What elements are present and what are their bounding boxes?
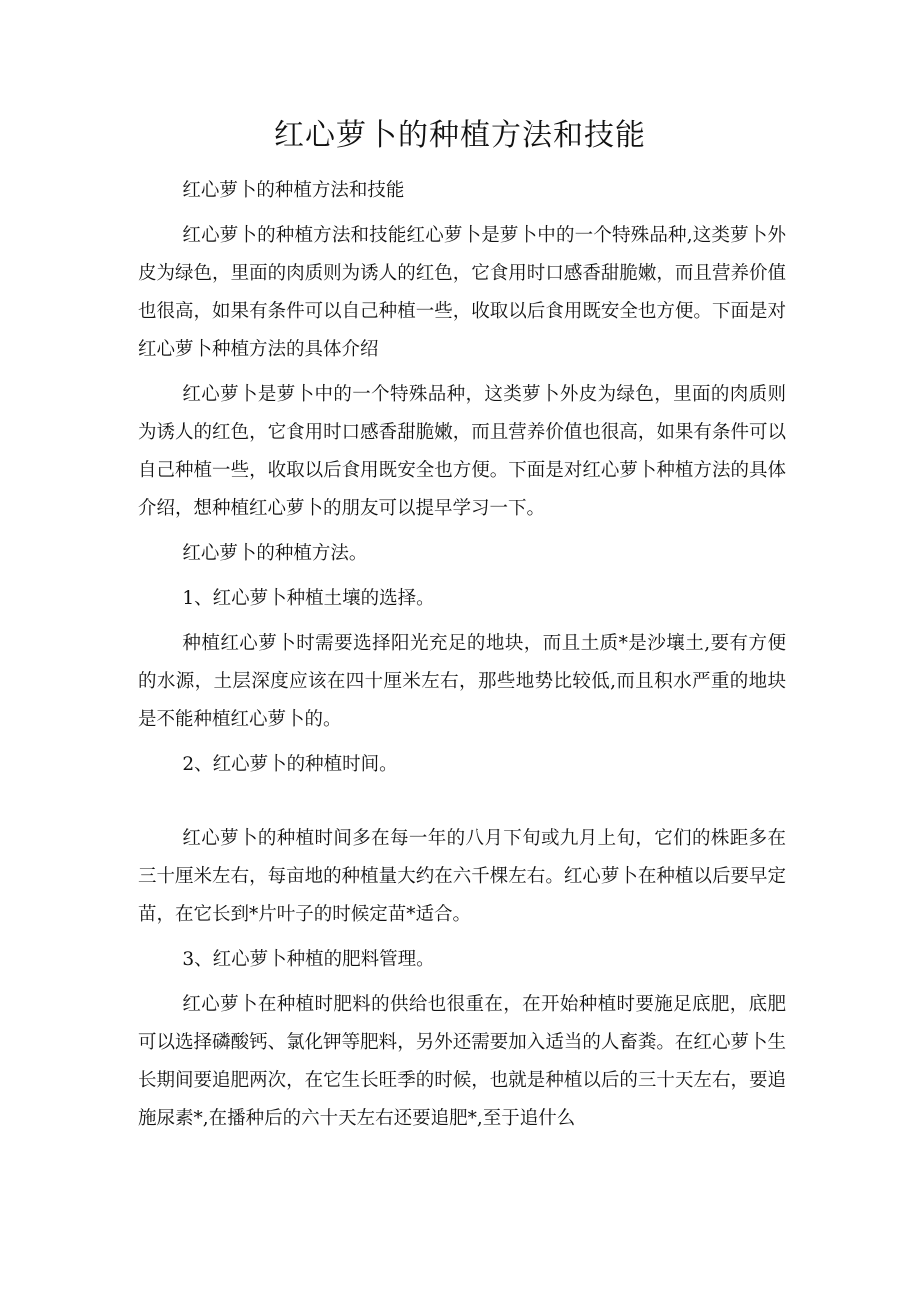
section-heading-time: 2、红心萝卜的种植时间。 xyxy=(182,754,398,775)
section-heading-soil: 1、红心萝卜种植土壤的选择。 xyxy=(182,588,435,609)
paragraph-soil: 种植红心萝卜时需要选择阳光充足的地块，而且土质*是沙壤土,要有方便的水源，土层深度应该在四十厘米左右，那些地势比较低,而且积水严重的地块是不能种植红心萝卜的。 xyxy=(138,633,786,730)
paragraph-intro: 红心萝卜的种植方法和技能红心萝卜是萝卜中的一个特殊品种,这类萝卜外皮为绿色，里面的肉质则为诱人的红色，它食用时口感香甜脆嫩，而且营养价值也很高，如果有条件可以自己种植一些，收取以后食用既安全也方便。下面是对红心萝卜种植方法的具体介绍 xyxy=(138,225,786,360)
paragraph-time: 红心萝卜的种植时间多在每一年的八月下旬或九月上旬，它们的株距多在三十厘米左右，每亩地的种植量大约在六千棵左右。红心萝卜在种植以后要早定苗，在它长到*片叶子的时候定苗*适合。 xyxy=(138,828,786,925)
paragraph-subtitle: 红心萝卜的种植方法和技能 xyxy=(182,180,405,201)
paragraph-description: 红心萝卜是萝卜中的一个特殊品种，这类萝卜外皮为绿色，里面的肉质则为诱人的红色，它食用时口感香甜脆嫩，而且营养价值也很高，如果有条件可以自己种植一些，收取以后食用既安全也方便。下面是对红心萝卜种植方法的具体介绍，想种植红心萝卜的朋友可以提早学习一下。 xyxy=(138,384,786,519)
document-title: 红心萝卜的种植方法和技能 xyxy=(274,118,646,153)
paragraph-fertilizer: 红心萝卜在种植时肥料的供给也很重在，在开始种植时要施足底肥，底肥可以选择磷酸钙、氯化钾等肥料，另外还需要加入适当的人畜粪。在红心萝卜生长期间要追肥两次，在它生长旺季的时候，也就是种植以后的三十天左右，要追施尿素*,在播种后的六十天左右还要追肥*,至于追什么 xyxy=(138,994,786,1129)
section-heading-fertilizer: 3、红心萝卜种植的肥料管理。 xyxy=(182,949,435,970)
document-body xyxy=(138,172,786,1145)
section-heading-methods: 红心萝卜的种植方法。 xyxy=(182,543,368,564)
